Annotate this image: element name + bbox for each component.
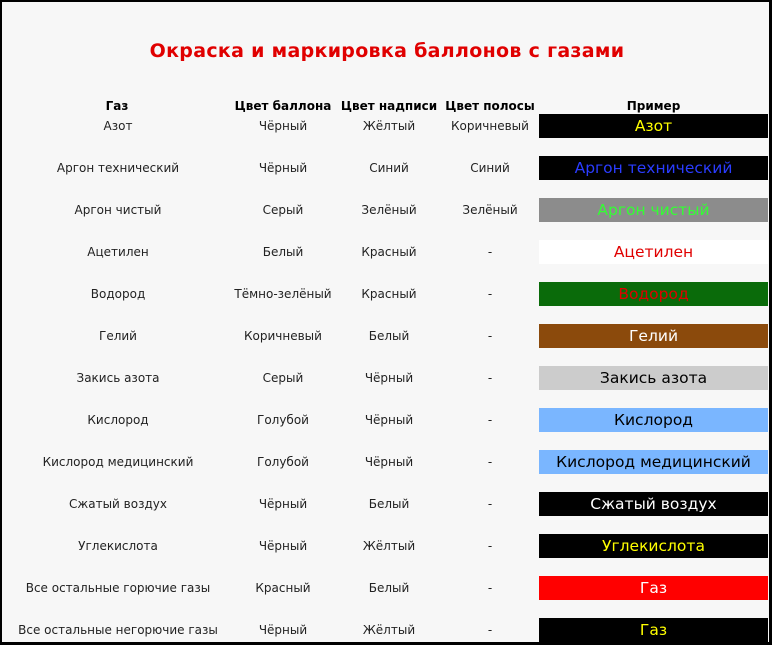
cylinder-color-cell: Тёмно-зелёный [234,287,332,301]
gas-name-cell: Углекислота [78,539,158,553]
stripe-color-cell: - [487,623,493,637]
label-color-cell: Синий [369,161,409,175]
example-swatch: Закись азота [539,366,768,390]
example-swatch: Аргон чистый [539,198,768,222]
stripe-color-cell: Синий [470,161,510,175]
header-example: Пример [626,99,681,113]
stripe-color-cell: - [487,581,493,595]
label-color-cell: Зелёный [361,203,417,217]
stripe-color-cell: Коричневый [451,119,529,133]
example-swatch: Кислород [539,408,768,432]
header-stripe-color: Цвет полосы [445,99,535,113]
label-color-cell: Жёлтый [362,539,416,553]
example-swatch: Гелий [539,324,768,348]
example-swatch: Ацетилен [539,240,768,264]
cylinder-color-cell: Чёрный [258,119,308,133]
stripe-color-cell: - [487,413,493,427]
gas-name-cell: Кислород медицинский [42,455,194,469]
label-color-cell: Чёрный [364,413,414,427]
gas-name-cell: Сжатый воздух [69,497,167,511]
example-swatch: Кислород медицинский [539,450,768,474]
example-swatch: Азот [539,114,768,138]
gas-name-cell: Аргон технический [56,161,180,175]
cylinder-color-cell: Чёрный [258,161,308,175]
header-cylinder-color: Цвет баллона [234,99,332,113]
cylinder-color-cell: Чёрный [258,497,308,511]
gas-name-cell: Кислород [87,413,149,427]
label-color-cell: Белый [368,497,410,511]
stripe-color-cell: Зелёный [462,203,518,217]
label-color-cell: Красный [361,245,417,259]
gas-name-cell: Все остальные горючие газы [25,581,211,595]
example-swatch: Газ [539,576,768,600]
example-swatch: Аргон технический [539,156,768,180]
label-color-cell: Белый [368,581,410,595]
stripe-color-cell: - [487,329,493,343]
stripe-color-cell: - [487,497,493,511]
label-color-cell: Жёлтый [362,623,416,637]
stripe-color-cell: - [487,455,493,469]
page-title: Окраска и маркировка баллонов с газами [149,40,625,62]
cylinder-color-cell: Голубой [257,413,309,427]
stripe-color-cell: - [487,287,493,301]
gas-name-cell: Все остальные негорючие газы [18,623,218,637]
header-gas: Газ [105,99,129,113]
label-color-cell: Жёлтый [362,119,416,133]
label-color-cell: Красный [361,287,417,301]
stripe-color-cell: - [487,539,493,553]
example-swatch: Углекислота [539,534,768,558]
example-swatch: Сжатый воздух [539,492,768,516]
cylinder-color-cell: Чёрный [258,623,308,637]
cylinder-color-cell: Красный [255,581,311,595]
gas-name-cell: Аргон чистый [74,203,162,217]
example-swatch: Газ [539,618,768,642]
cylinder-color-cell: Серый [262,371,304,385]
gas-name-cell: Ацетилен [87,245,149,259]
label-color-cell: Белый [368,329,410,343]
stripe-color-cell: - [487,245,493,259]
cylinder-color-cell: Чёрный [258,539,308,553]
cylinder-color-cell: Коричневый [244,329,322,343]
header-label-color: Цвет надписи [340,99,438,113]
label-color-cell: Чёрный [364,371,414,385]
gas-name-cell: Гелий [99,329,137,343]
example-swatch: Водород [539,282,768,306]
gas-name-cell: Азот [103,119,133,133]
cylinder-color-cell: Белый [262,245,304,259]
gas-name-cell: Водород [90,287,146,301]
gas-name-cell: Закись азота [76,371,160,385]
stripe-color-cell: - [487,371,493,385]
cylinder-color-cell: Голубой [257,455,309,469]
cylinder-color-cell: Серый [262,203,304,217]
label-color-cell: Чёрный [364,455,414,469]
